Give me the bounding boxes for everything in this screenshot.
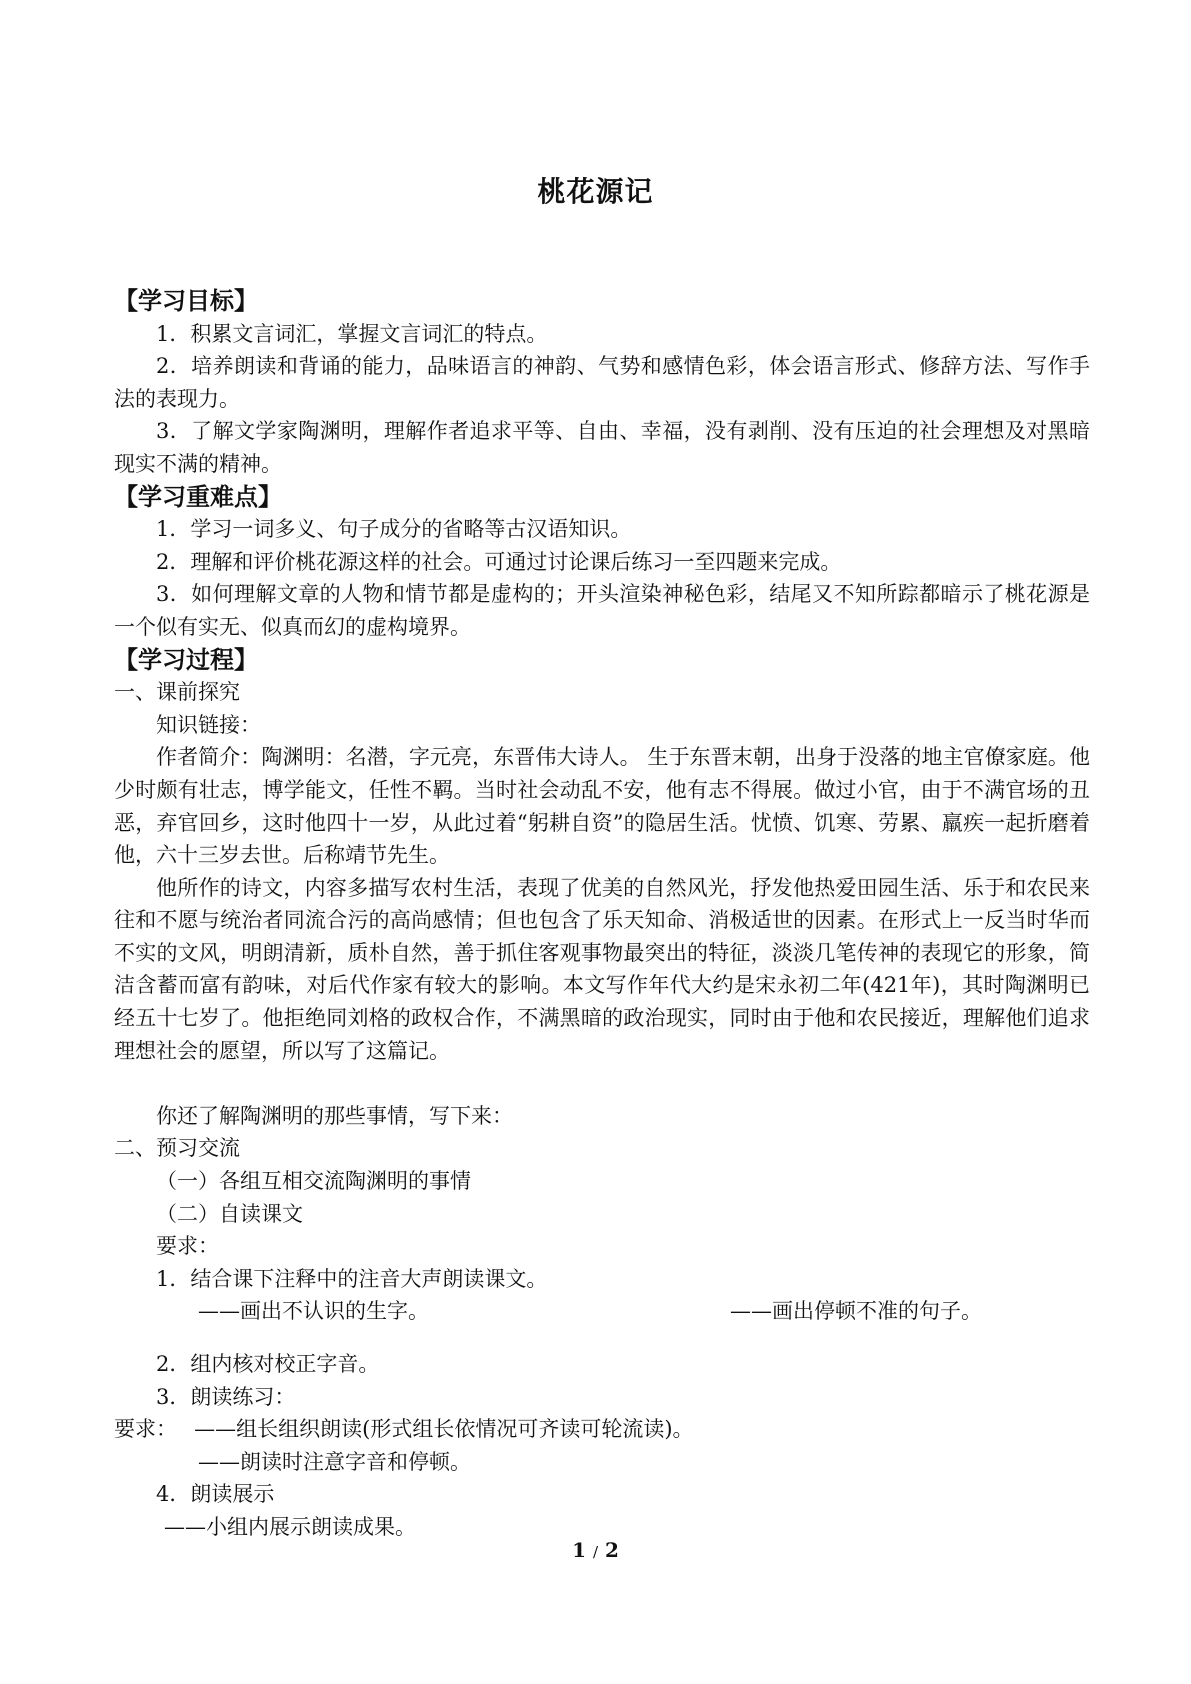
goals-heading: 【学习目标】 xyxy=(114,286,258,315)
step-3-task-b: ——朗读时注意字音和停顿。 xyxy=(198,1449,471,1474)
goal-item: 3．了解文学家陶渊明，理解作者追求平等、自由、幸福，没有剥削、没有压迫的社会理想及对黑暗现实不满的精神。 xyxy=(114,419,1090,476)
works-intro: 他所作的诗文，内容多描写农村生活，表现了优美的自然风光，抒发他热爱田园生活、乐于和农民来往和不愿与统治者同流合污的高尚感情；但也包含了乐天知命、消极适世的因素。在形式上一反当时华而不实的文风，明朗清新，质朴自然，善于抓住客观事物最突出的特征，淡淡几笔传神的表现它的形象，简洁含蓄而富有韵味，对后代作家有较大的影响。本文写作年代大约是宋永初二年(421年)，其时陶渊明已经五十七岁了。他拒绝同刘格的政权合作，不满黑暗的政治现实，同时由于他和农民接近，理解他们追求理想社会的愿望，所以写了这篇记。 xyxy=(114,875,1090,1063)
key-point-item: 1．学习一词多义、句子成分的省略等古汉语知识。 xyxy=(156,517,632,542)
key-point-item: 2．理解和评价桃花源这样的社会。可通过讨论课后练习一至四题来完成。 xyxy=(156,549,842,574)
page-total: 2 xyxy=(605,1538,619,1562)
step-3: 3．朗读练习： xyxy=(156,1384,296,1409)
step-1-task-b: ——画出停顿不准的句子。 xyxy=(730,1299,982,1324)
author-intro: 作者简介：陶渊明：名潜，字元亮，东晋伟大诗人。 生于东晋末朝，出身于没落的地主官僚家庭。他少时颇有壮志，博学能文，任性不羁。当时社会动乱不安，他有志不得展。做过小官，由于不满官场的丑恶，弃官回乡，这时他四十一岁，从此过着“躬耕自资”的隐居生活。忧愤、饥寒、劳累、羸疾一起折磨着他，六十三岁去世。后称靖节先生。 xyxy=(114,745,1090,868)
page-number xyxy=(0,1538,1191,1562)
part2-title: 二、预习交流 xyxy=(114,1136,240,1161)
document-body xyxy=(114,285,1090,1544)
key-point-item: 3．如何理解文章的人物和情节都是虚构的；开头渲染神秘色彩，结尾又不知所踪都暗示了桃花源是一个似有实无、似真而幻的虚构境界。 xyxy=(114,582,1090,639)
requirement-label: 要求： xyxy=(156,1234,219,1259)
step-3-requirement: 要求： ——组长组织朗读(形式组长依情况可齐读可轮流读)。 xyxy=(114,1417,694,1442)
document-title: 桃花源记 xyxy=(537,175,654,208)
step-4: 4．朗读展示 xyxy=(156,1482,275,1507)
process-heading: 【学习过程】 xyxy=(114,644,258,674)
step-1-task-a: ——画出不认识的生字。 xyxy=(198,1299,429,1324)
part2-sub1: （一）各组互相交流陶渊明的事情 xyxy=(156,1169,471,1194)
key-points-heading: 【学习重难点】 xyxy=(114,481,282,511)
write-prompt: 你还了解陶渊明的那些事情，写下来： xyxy=(156,1103,513,1128)
goal-item: 1．积累文言词汇，掌握文言词汇的特点。 xyxy=(156,321,548,346)
knowledge-link-label: 知识链接： xyxy=(156,712,261,737)
step-2: 2．组内核对校正字音。 xyxy=(156,1352,380,1376)
step-4-task: ——小组内展示朗读成果。 xyxy=(164,1514,416,1539)
goal-item: 2．培养朗读和背诵的能力，品味语言的神韵、气势和感情色彩，体会语言形式、修辞方法、写作手法的表现力。 xyxy=(114,354,1090,411)
page-current: 1 xyxy=(572,1538,586,1562)
part2-sub2: （二）自读课文 xyxy=(156,1201,303,1226)
part1-title: 一、课前探究 xyxy=(114,680,240,705)
step-1: 1．结合课下注释中的注音大声朗读课文。 xyxy=(156,1266,548,1291)
page-separator: / xyxy=(592,1543,599,1561)
step-1-tasks xyxy=(114,1295,1090,1328)
